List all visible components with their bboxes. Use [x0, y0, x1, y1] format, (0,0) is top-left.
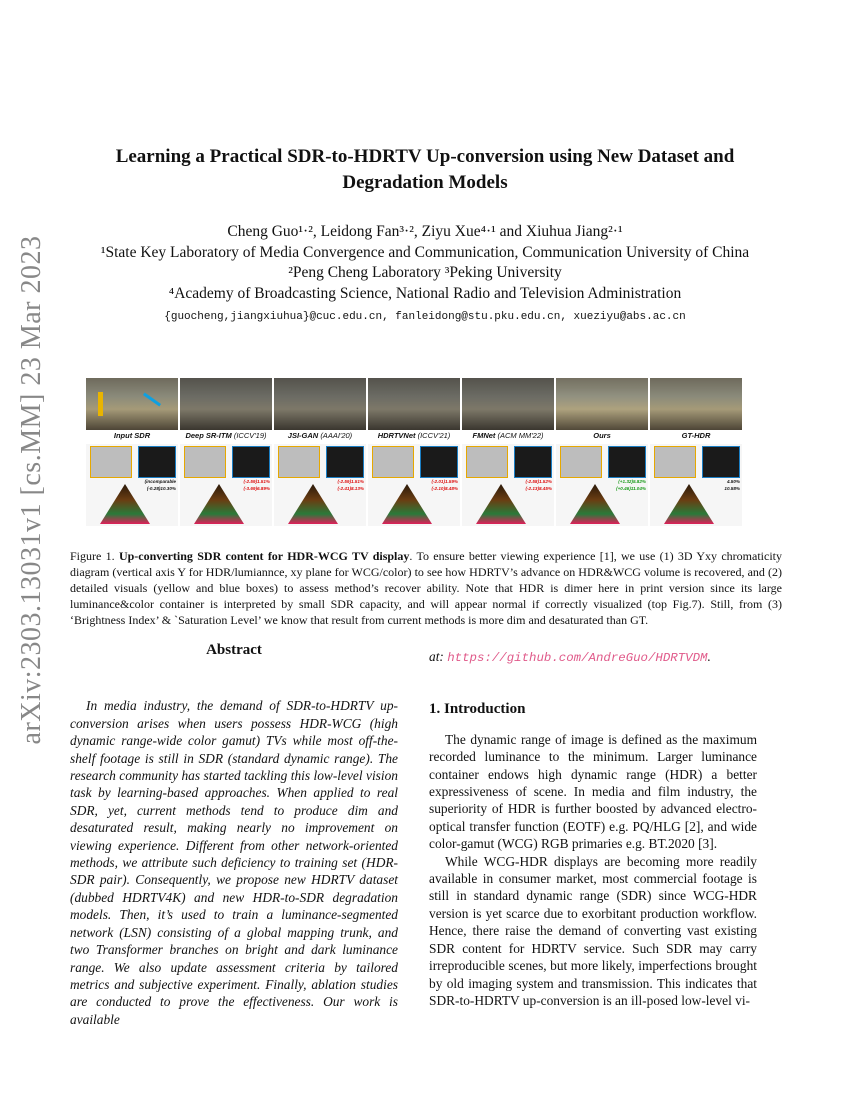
figure-image-row [86, 378, 742, 430]
left-column [70, 642, 398, 1028]
figure-image-ours [556, 378, 648, 430]
availability: at: https://github.com/AndreGuo/HDRTVDM. [429, 649, 711, 665]
detail-panel: (-2.59)1.51% (-3.69)6.89% [180, 444, 272, 526]
paper-title [70, 144, 780, 196]
figure-image-hdrtvnet [368, 378, 460, 430]
affiliation-2: ²Peng Cheng Laboratory ³Peking University [288, 264, 562, 281]
detail-panel: 4.50% 10.58% [650, 444, 742, 526]
figure-image-deep-sr-itm [180, 378, 272, 430]
figure-method-labels [86, 431, 742, 440]
caption-text: . To ensure better viewing experience [1], we use (1) 3D Yxy chromaticity diagram (vertical axis Y for HDR/lumiannce, xy plane for WCG/color) to see how HDRTV’s advance on HDR&WCG volume is recovered, and (2) detailed visuals (yellow and blue boxes) to assess method’s recover ability. Note that HDR is dimer here in print version since its large luminance&color container is interpreted by small SDR capacity, and will appear normal if correctly visualized (top Fig.7). Still, from (3) ‘Brightness Index’ & `Saturation Level’ we know that result from current methods is more dim and desaturated than GT. [70, 549, 782, 627]
method-label: Ours [593, 431, 611, 440]
abstract-heading: Abstract [206, 642, 262, 658]
intro-heading: 1. Introduction [429, 701, 526, 718]
figure-image-fmnet [462, 378, 554, 430]
right-column [429, 642, 757, 1009]
method-label: GT-HDR [681, 431, 711, 440]
author-emails: {guocheng,jiangxiuhua}@cuc.edu.cn, fanleidong@stu.pku.edu.cn, xueziyu@abs.ac.cn [164, 311, 686, 323]
arxiv-stamp-text: arXiv:2303.13031v1 [cs.MM] 23 Mar 2023 [16, 235, 47, 745]
caption-bold: Up-converting SDR content for HDR-WCG TV display [118, 549, 410, 563]
github-link[interactable]: https://github.com/AndreGuo/HDRTVDM [447, 651, 708, 665]
caption-label: Figure 1. [70, 549, 115, 563]
detail-panel: (-2.01)1.59% (-2.10)8.48% [368, 444, 460, 526]
author-block [40, 222, 810, 328]
detail-panel: (-2.59)1.51% (-2.41)8.13% [274, 444, 366, 526]
intro-paragraph-2: While WCG-HDR displays are becoming more readily available in consumer market, most commercial footage is still in standard dynamic range (SDR) since WCG-HDR version is yet scarce due to exorbitant production workflow. Hence, there raise the demand of converting vast existing SDR content for HDRTV service. Such SDR may carry irreproducible scenes, but more likely, imperfections brought by old imaging system and transmission. This indicates that SDR-to-HDRTV up-conversion is an ill-posed low-level vi- [429, 853, 757, 1008]
detail-panel: (incomparable (-0.28)10.30% [86, 444, 178, 526]
arxiv-stamp [12, 235, 52, 745]
affiliation-3: ⁴Academy of Broadcasting Science, National Radio and Television Administration [168, 284, 682, 302]
title-line-1: Learning a Practical SDR-to-HDRTV Up-conversion using New Dataset and [115, 146, 735, 167]
figure-image-input [86, 378, 178, 430]
detail-panel: (-2.58)1.52% (-2.13)8.45% [462, 444, 554, 526]
figure-image-gt [650, 378, 742, 430]
title-line-2: Degradation Models [342, 172, 508, 193]
figure-detail-row [86, 444, 742, 526]
method-label: JSI-GAN (AAAI'20) [287, 431, 353, 440]
detail-panel: (+1.32)5.82% (+0.46)11.04% [556, 444, 648, 526]
abstract-body: In media industry, the demand of SDR-to-HDRTV up-conversion arises when users possess HDR-WCG (high dynamic range-wide color gamut) TVs while most off-the-shelf footage is still in SDR (standard dynamic range). The research community has started tackling this low-level vision task by learning-based approaches. When applied to real SDR, yet, current methods tend to produce dim and desaturated result, making nearly no improvement on viewing experience. Different from other network-oriented methods, we attribute such deficiency to training set (HDR-SDR pair). Consequently, we propose new HDRTV dataset (dubbed HDRTV4K) and new HDR-to-SDR degradation models. Then, it’s used to train a luminance-segmented network (LSN) consisting of a global mapping trunk, and two Transformer branches on bright and dark luminance range. We also update assessment criteria by tailored metrics and subjective experiment. Finally, ablation studies are conducted to prove the effectiveness. Our work is available [70, 698, 398, 1027]
author-names: Cheng Guo¹·², Leidong Fan³·², Ziyu Xue⁴·¹ and Xiuhua Jiang²·¹ [227, 223, 623, 240]
figure-1 [86, 378, 742, 526]
method-label: HDRTVNet (ICCV'21) [377, 431, 451, 440]
intro-paragraph-1: The dynamic range of image is defined as the maximum recorded luminance to the minimum. Larger luminance container endows high dynamic range (HDR) a better expressiveness of scene. In media and film industry, the superiority of HDR is further boosted by advanced electro-optical transfer function (EOTF) e.g. PQ/HLG [2], and wide color-gamut (WCG) RGB primaries e.g. BT.2020 [3]. [429, 731, 757, 852]
method-label: Input SDR [113, 431, 151, 440]
method-label: FMNet (ACM MM'22) [472, 431, 544, 440]
method-label: Deep SR-ITM (ICCV'19) [185, 431, 267, 440]
figure-caption [70, 548, 782, 628]
figure-image-jsi-gan [274, 378, 366, 430]
affiliation-1: ¹State Key Laboratory of Media Convergence and Communication, Communication University of China [100, 243, 750, 261]
